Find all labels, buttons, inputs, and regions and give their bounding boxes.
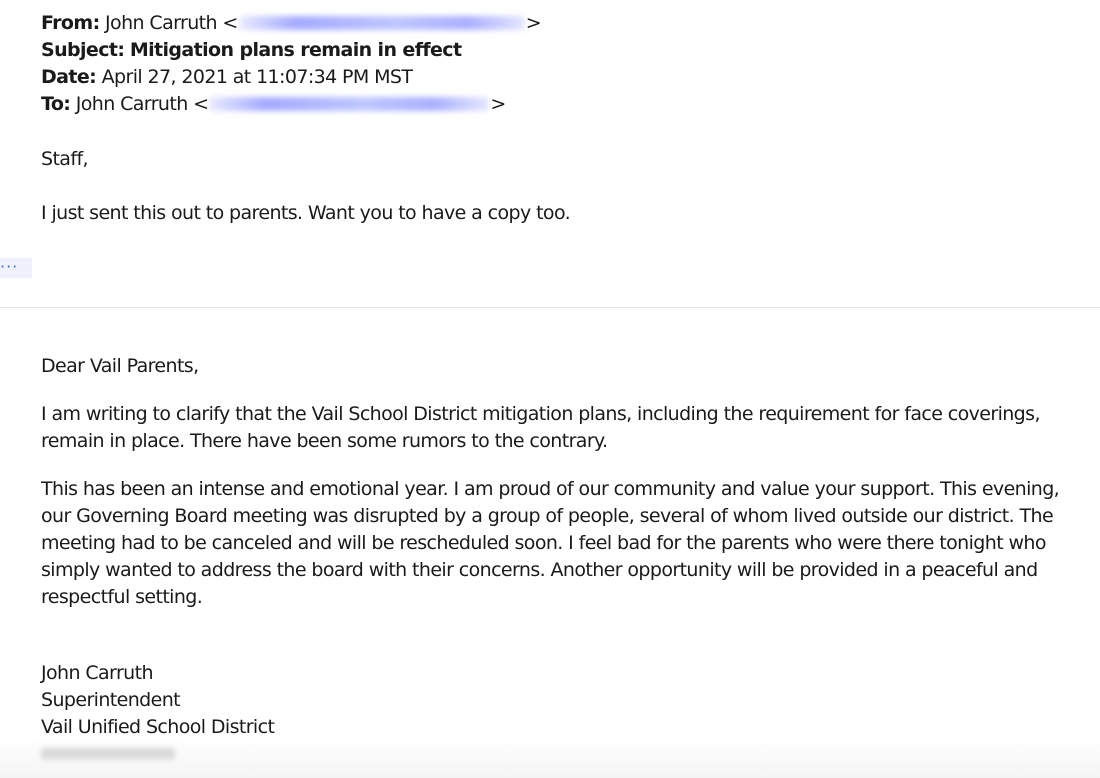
to-bracket-close: > bbox=[490, 93, 506, 115]
from-line bbox=[41, 10, 541, 37]
note-body: I just sent this out to parents. Want you to have a copy too. bbox=[41, 202, 571, 224]
subject-label: Subject: bbox=[41, 39, 125, 61]
from-bracket-open: < bbox=[222, 12, 238, 34]
to-label: To: bbox=[41, 93, 71, 115]
bottom-fade bbox=[0, 738, 1100, 778]
signature-name: John Carruth bbox=[41, 662, 153, 684]
redacted-to-email bbox=[209, 97, 489, 111]
redacted-from-email bbox=[239, 16, 525, 30]
from-bracket-close: > bbox=[525, 12, 542, 34]
email-header bbox=[41, 10, 541, 118]
letter-greeting: Dear Vail Parents, bbox=[41, 355, 199, 377]
note-greeting: Staff, bbox=[41, 148, 88, 170]
to-name: John Carruth bbox=[75, 93, 188, 115]
subject-line bbox=[41, 37, 541, 64]
subject-text: Mitigation plans remain in effect bbox=[129, 39, 462, 61]
message-divider bbox=[0, 307, 1100, 308]
more-icon: ··· bbox=[0, 257, 19, 276]
to-line bbox=[41, 91, 541, 118]
from-name: John Carruth bbox=[105, 12, 217, 34]
from-label: From: bbox=[41, 12, 100, 34]
letter-paragraph-2: This has been an intense and emotional year. I am proud of our community and value your support. This evening, our Governing Board meeting was disrupted by a group of people, several of whom lived outside our district. The meeting had to be canceled and will be rescheduled soon. I feel bad for the parents who were there tonight who simply wanted to address the board with their concerns. Another opportunity will be provided in a peaceful and respectful setting. bbox=[41, 478, 1060, 608]
date-text: April 27, 2021 at 11:07:34 PM MST bbox=[101, 66, 413, 88]
date-line bbox=[41, 64, 541, 91]
letter-paragraph-1: I am writing to clarify that the Vail School District mitigation plans, including the requirement for face coverings, remain in place. There have been some rumors to the contrary. bbox=[41, 403, 1040, 452]
signature-title: Superintendent bbox=[41, 689, 181, 711]
date-label: Date: bbox=[41, 66, 97, 88]
show-trimmed-content-button[interactable] bbox=[0, 258, 32, 278]
signature-organization: Vail Unified School District bbox=[41, 716, 275, 738]
to-bracket-open: < bbox=[193, 93, 209, 115]
